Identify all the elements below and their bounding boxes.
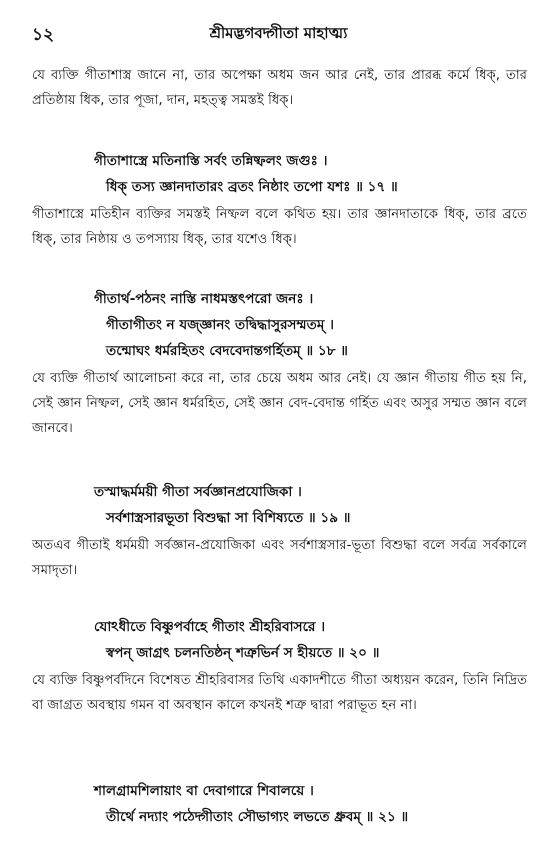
verse-line: গীতাগীতং ন যজ্জ্ঞানং তদ্বিদ্ধাসুরসম্মতম্ ।: [106, 317, 334, 333]
verse-21: [32, 778, 527, 830]
verse-line: যোঽধীতে বিষ্ণুপর্বাহে গীতাং শ্রীহরিবাসরে ।: [94, 619, 326, 635]
page-number: ১২: [32, 25, 55, 45]
verse-20: [32, 614, 527, 666]
verse-17: [32, 148, 527, 200]
prose-paragraph: অতএব গীতাই ধর্মময়ী সর্বজ্ঞান-প্রযোজিকা এবং সর্বশাস্ত্রসার-ভূতা বিশুদ্ধা বলে সর্বত্র সর্বকালে সমাদৃতা।: [32, 538, 527, 578]
page-header: [32, 22, 525, 46]
prose-paragraph: যে ব্যক্তি গীতার্থ আলোচনা করে না, তার চেয়ে অধম আর নেই। যে জ্ঞান গীতায় গীত হয় নি, সেই জ্ঞান নিষ্ফল, সেই জ্ঞান ধর্মরহিত, সেই জ্ঞান বেদ-বেদান্ত গর্হিত এবং অসুর সম্মত জ্ঞান বলে জানবে।: [32, 371, 527, 436]
prose-paragraph: গীতাশাস্ত্রে মতিহীন ব্যক্তির সমস্তই নিষ্ফল বলে কথিত হয়। তার জ্ঞানদাতাকে ধিক্, তার ব্রতে ধিক্, তার নিষ্ঠায় ও তপস্যায় ধিক্, তার যশেও ধিক্।: [32, 207, 527, 247]
verse-line: শালগ্রামশিলায়াং বা দেবাগারে শিবালয়ে ।: [94, 783, 314, 799]
verse-19: [32, 479, 527, 531]
verse-line: স্বপন্ জাগ্রৎ চলনতিষ্ঠন্ শত্রুভির্ন স হীয়তে ॥ ২০ ॥: [106, 645, 380, 661]
verse-line: গীতার্থ-পঠনং নাস্তি নাধমস্তৎপরো জনঃ ।: [94, 291, 314, 307]
verse-line: তন্মোঘং ধর্মরহিতং বেদবেদান্তগর্হিতম্ ॥ ১৮ ॥: [106, 343, 348, 359]
verse-line: ধিক্ তস্য জ্ঞানদাতারং ব্রতং নিষ্ঠাং তপো যশঃ ॥ ১৭ ॥: [106, 179, 398, 195]
prose-paragraph: যে ব্যক্তি গীতাশাস্ত্র জানে না, তার অপেক্ষা অধম জন আর নেই, তার প্রারব্ধ কর্মে ধিক্, তার প্রতিষ্ঠায় ধিক, তার পূজা, দান, মহত্ত্ব সমস্তই ধিক্।: [32, 68, 527, 108]
verse-line: সর্বশাস্ত্রসারভূতা বিশুদ্ধা সা বিশিষ্যতে ॥ ১৯ ॥: [106, 510, 351, 526]
running-title: শ্রীমদ্ভগবদ্গীতা মাহাত্ম্য: [209, 24, 348, 42]
verse-18: [32, 286, 527, 364]
verse-line: গীতাশাস্ত্রে মতিনাস্তি সর্বং তন্নিষ্ফলং জগুঃ ।: [94, 153, 328, 169]
prose-paragraph: যে ব্যক্তি বিষ্ণুপর্বদিনে বিশেষত শ্রীহরিবাসর তিথি একাদশীতে গীতা অধ্যয়ন করেন, তিনি নিদ্রিত বা জাগ্রত অবস্থায় গমন বা অবস্থান কালে কখনই শত্রু দ্বারা পরাভূত হন না।: [32, 673, 527, 713]
verse-line: তস্মাদ্ধর্মময়ী গীতা সর্বজ্ঞানপ্রযোজিকা ।: [94, 484, 302, 500]
verse-line: তীর্থে নদ্যাং পঠেদ্গীতাং সৌভাগ্যং লভতে ধ্রুবম্ ॥ ২১ ॥: [106, 809, 409, 825]
